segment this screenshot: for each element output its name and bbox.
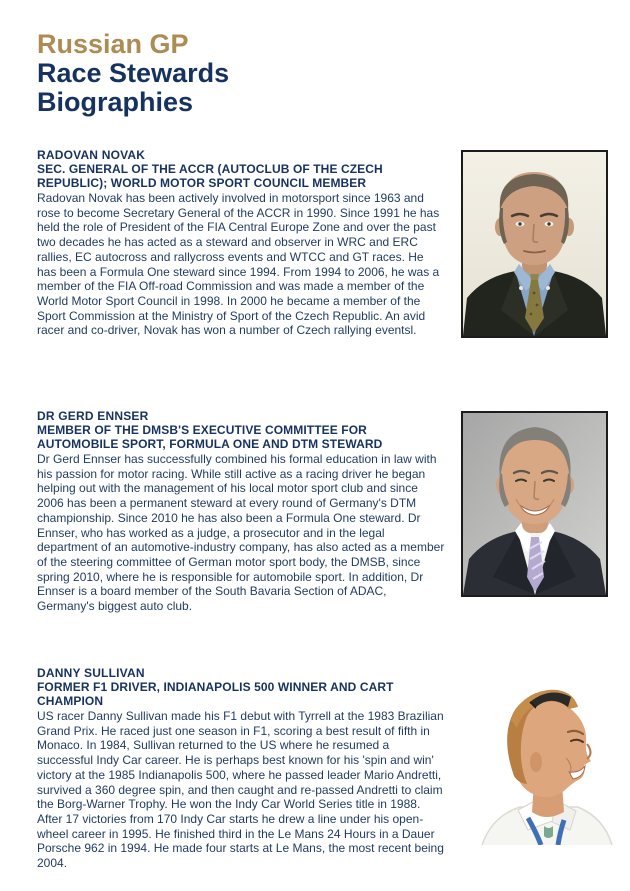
bio-section-danny-sullivan bbox=[37, 666, 446, 871]
portrait-photo-danny-sullivan bbox=[456, 680, 626, 845]
steward-bio: Radovan Novak has been actively involved in motorsport since 1963 and rose to become Secretary General of the ACCR in 1990. Since 1991 he has held the role of President of the FIA Central Europe Zone and over the past two decades he has acted as a steward and observer in WRC and ERC rallies, EC autocross and rallycross events and WTCC and GT races. He has been a Formula One steward since 1994. From 1994 to 2006, he was a member of the FIA Off-road Commission and was made a member of the World Motor Sport Council in 1998. In 2000 he became a member of the Sport Commission at the Ministry of Sport of the Czech Republic. An avid racer and co-driver, Novak has won a number of Czech rallying eventsl. bbox=[37, 191, 440, 338]
bio-section-radovan-novak bbox=[37, 148, 446, 338]
page-title-event: Russian GP bbox=[37, 29, 189, 59]
steward-bio: US racer Danny Sullivan made his F1 debut with Tyrrell at the 1983 Brazilian Grand Prix. He raced just one season in F1, scoring a best result of fifth in Monaco. In 1984, Sullivan returned to the US where he resumed a successful Indy Car career. He is perhaps best known for his 'spin and win' victory at the 1985 Indianapolis 500, where he passed leader Mario Andretti, survived a 360 degree spin, and then caught and re-passed Andretti to claim the Borg-Warner Trophy. He won the Indy Car World Series title in 1988. After 17 victories from 170 Indy Car starts he drew a line under his open-wheel career in 1995. He finished third in the Le Mans 24 Hours in a Dauer Porsche 962 in 1994. He made four starts at Le Mans, the most recent being 2004. bbox=[37, 709, 444, 871]
steward-name: RADOVAN NOVAK bbox=[37, 148, 146, 162]
steward-role: FORMER F1 DRIVER, INDIANAPOLIS 500 WINNER AND CART CHAMPION bbox=[37, 680, 394, 708]
portrait-illustration-gerd-ennser bbox=[463, 413, 606, 595]
portrait-photo-radovan-novak bbox=[461, 150, 608, 338]
page-title-line3: Biographies bbox=[37, 87, 194, 117]
steward-bio: Dr Gerd Ennser has successfully combined his formal education in law with his passion for motor racing. While still active as a racing driver he began helping out with the management of his local motor sport club and since 2006 has been a permanent steward at every round of Germany's DTM championship. Since 2010 he has also been a Formula One steward. Dr Ennser, who has worked as a judge, a prosecutor and in the legal department of an automotive-industry company, has also acted as a member of the steering committee of German motor sport body, the DMSB, since spring 2010, where he is responsible for automobile sport. In addition, Dr Ennser is a board member of the South Bavaria Section of ADAC, Germany's biggest auto club. bbox=[37, 452, 445, 614]
page-title-line2: Race Stewards bbox=[37, 58, 230, 88]
portrait-photo-gerd-ennser bbox=[461, 411, 608, 597]
bio-section-gerd-ennser bbox=[37, 409, 446, 614]
steward-role: SEC. GENERAL OF THE ACCR (AUTOCLUB OF THE CZECH REPUBLIC); WORLD MOTOR SPORT COUNCIL MEMBER bbox=[37, 162, 383, 190]
portrait-illustration-radovan-novak bbox=[463, 152, 606, 336]
portrait-illustration-danny-sullivan bbox=[456, 680, 626, 845]
steward-name: DR GERD ENNSER bbox=[37, 409, 149, 423]
steward-name: DANNY SULLIVAN bbox=[37, 666, 145, 680]
steward-role: MEMBER OF THE DMSB'S EXECUTIVE COMMITTEE FOR AUTOMOBILE SPORT, FORMULA ONE AND DTM STEWARD bbox=[37, 423, 383, 451]
page-title bbox=[37, 30, 229, 117]
